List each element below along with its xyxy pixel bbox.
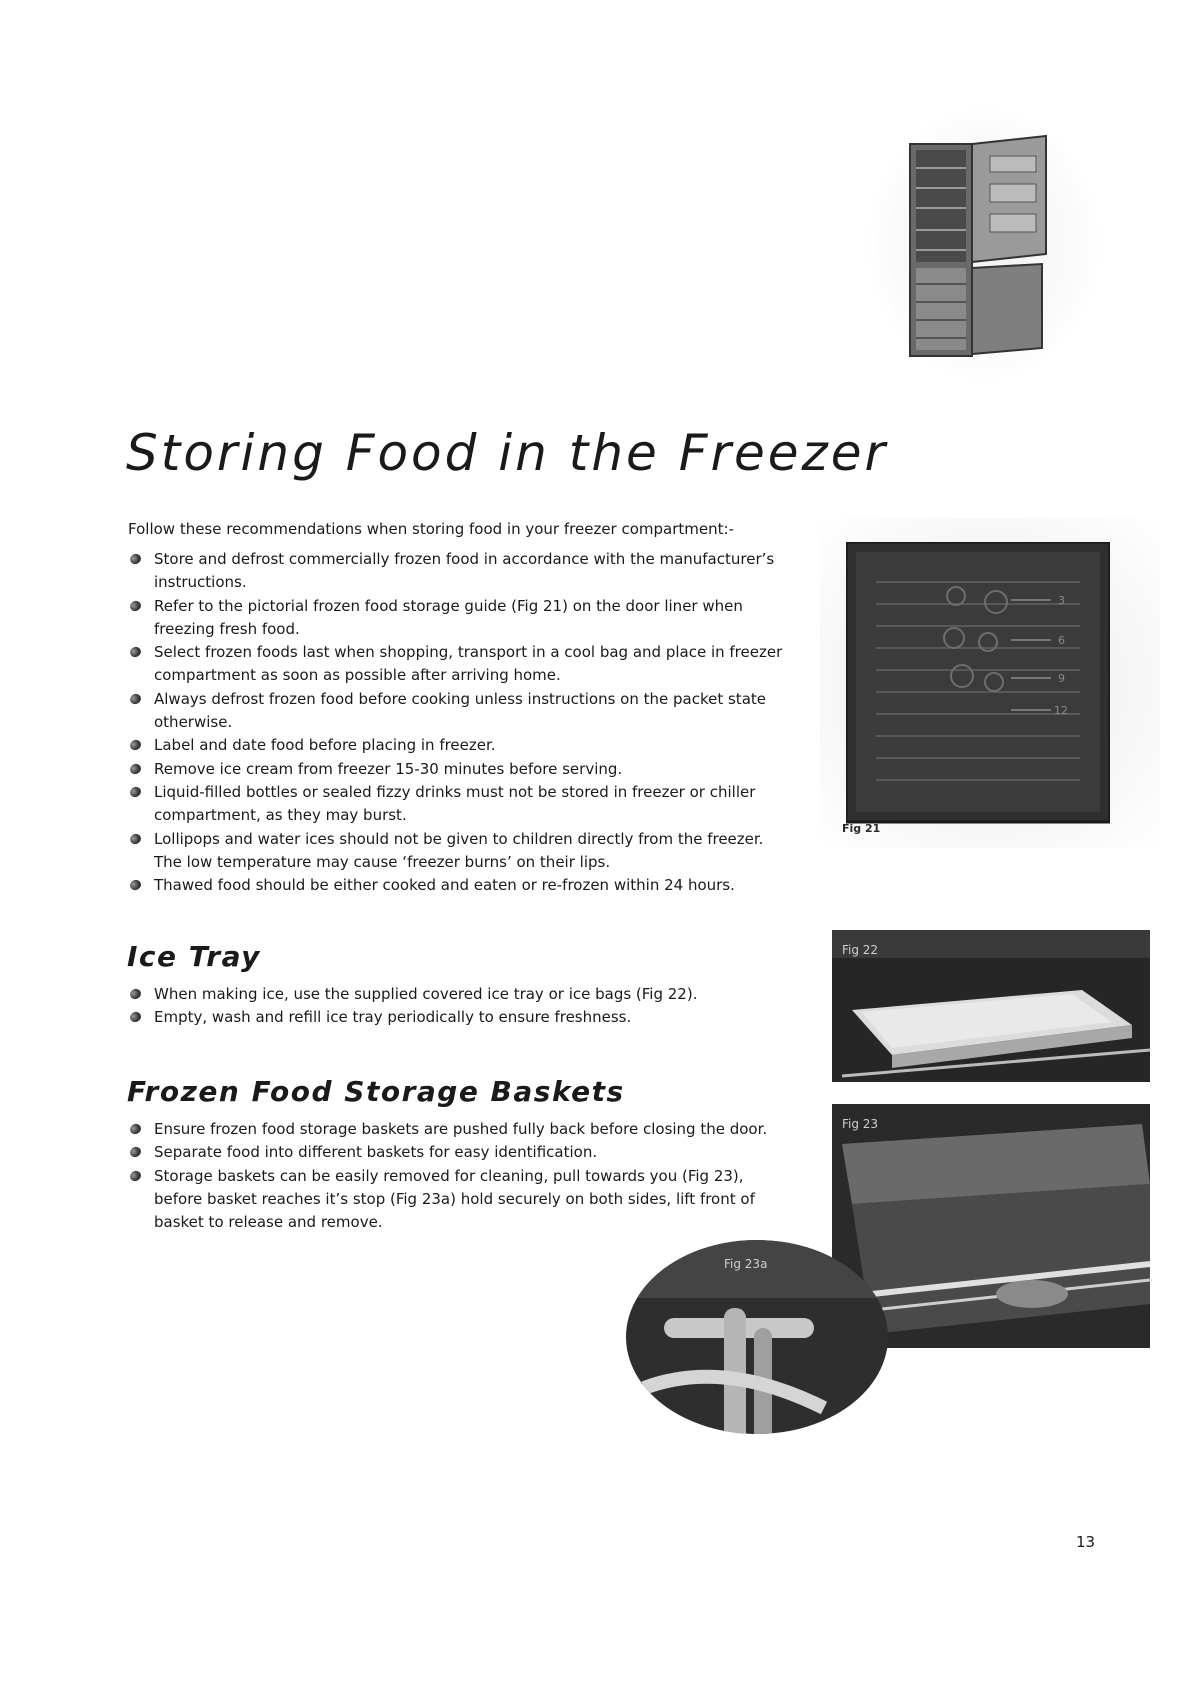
fig21-label: Fig 21	[842, 822, 881, 835]
list-item-text: Ensure frozen food storage baskets are pushed fully back before closing the door.	[154, 1120, 768, 1138]
list-item	[128, 734, 788, 757]
fig21-mark: 9	[1058, 672, 1065, 685]
bullet-icon	[128, 692, 142, 706]
intro-text: Follow these recommendations when storing food in your freezer compartment:-	[128, 520, 734, 538]
list-item	[128, 1006, 788, 1029]
bullet-icon	[128, 1010, 142, 1024]
list-item-text: Remove ice cream from freezer 15-30 minutes before serving.	[154, 759, 623, 778]
fridge-photo	[868, 108, 1100, 380]
list-item	[128, 1141, 768, 1164]
bullet-icon	[128, 1122, 142, 1136]
fig22-ice-tray-photo	[832, 930, 1150, 1082]
list-item	[128, 1118, 768, 1141]
bullet-icon	[128, 878, 142, 892]
fig21-mark: 6	[1058, 634, 1065, 647]
page-title: Storing Food in the Freezer	[126, 424, 889, 482]
list-item	[128, 595, 788, 642]
freezer-recommendations-list	[128, 548, 788, 897]
fig21-photo	[820, 518, 1160, 848]
list-item-text: Select frozen foods last when shopping, transport in a cool bag and place in freezer compartment as soon as possible after arriving home.	[154, 643, 783, 685]
list-item-text: Store and defrost commercially frozen food in accordance with the manufacturer’s instructions.	[154, 550, 775, 592]
fig21-mark: 3	[1058, 594, 1065, 607]
list-item	[128, 781, 788, 828]
ice-tray-list	[128, 983, 788, 1030]
list-item	[128, 983, 788, 1006]
bullet-icon	[128, 552, 142, 566]
bullet-icon	[128, 762, 142, 776]
list-item-text: Always defrost frozen food before cooking unless instructions on the packet state otherwise.	[154, 689, 766, 732]
list-item-text: Storage baskets can be easily removed for cleaning, pull towards you (Fig 23), before basket reaches it’s stop (Fig 23a) hold securely on both sides, lift front of basket to release and remove.	[154, 1166, 755, 1232]
list-item	[128, 641, 788, 688]
fig23a-label: Fig 23a	[724, 1257, 768, 1271]
bullet-icon	[128, 1145, 142, 1159]
fig21-mark: 12	[1054, 704, 1068, 717]
list-item-text: Thawed food should be either cooked and eaten or re-frozen within 24 hours.	[154, 876, 735, 895]
bullet-icon	[128, 739, 142, 753]
list-item-text: Lollipops and water ices should not be given to children directly from the freezer. The low temperature may cause ‘freezer burns’ on their lips.	[154, 829, 764, 871]
list-item	[128, 1165, 768, 1235]
list-item-text: Label and date food before placing in freezer.	[154, 736, 496, 755]
list-item-text: When making ice, use the supplied covered ice tray or ice bags (Fig 22).	[154, 985, 698, 1003]
ice-tray-heading: Ice Tray	[127, 940, 261, 973]
fridge-illustration	[908, 134, 1050, 359]
list-item	[128, 874, 788, 897]
list-item-text: Empty, wash and refill ice tray periodically to ensure freshness.	[154, 1008, 632, 1027]
storage-baskets-list	[128, 1118, 768, 1234]
storage-baskets-heading: Frozen Food Storage Baskets	[127, 1075, 625, 1108]
bullet-icon	[128, 599, 142, 613]
bullet-icon	[128, 645, 142, 659]
list-item-text: Separate food into different baskets for easy identification.	[154, 1143, 598, 1162]
bullet-icon	[128, 832, 142, 846]
list-item	[128, 688, 788, 735]
list-item-text: Refer to the pictorial frozen food storage guide (Fig 21) on the door liner when freezing fresh food.	[154, 596, 743, 638]
page-number: 13	[1076, 1533, 1096, 1551]
fig22-label: Fig 22	[842, 943, 879, 957]
list-item	[128, 828, 788, 875]
freezer-door-liner-illustration	[846, 542, 1110, 840]
list-item	[128, 548, 788, 595]
fig23a-basket-stop-photo	[624, 1238, 890, 1436]
fig23-label: Fig 23	[842, 1117, 879, 1131]
bullet-icon	[128, 987, 142, 1001]
list-item	[128, 758, 788, 781]
bullet-icon	[128, 785, 142, 799]
list-item-text: Liquid-filled bottles or sealed fizzy drinks must not be stored in freezer or chiller compartment, as they may burst.	[154, 782, 756, 825]
bullet-icon	[128, 1169, 142, 1183]
